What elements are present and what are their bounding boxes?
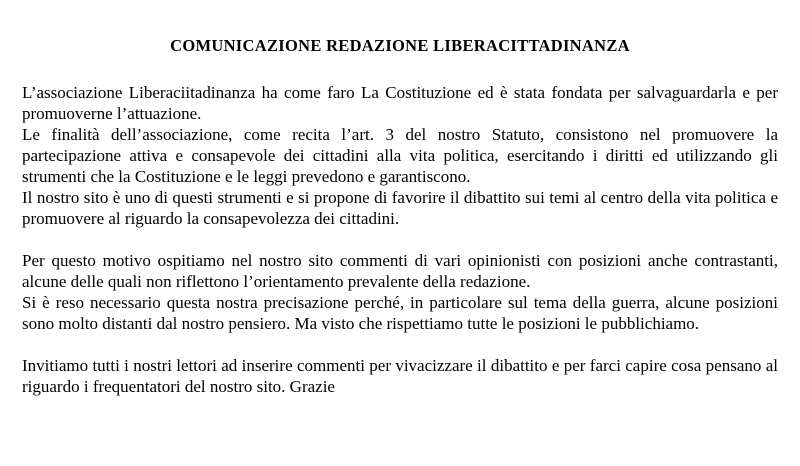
paragraph-association-mission: L’associazione Liberaciitadinanza ha come faro La Costituzione ed è stata fondata per salvaguardarla e per promuoverne l’attuazione. [22,83,778,123]
paragraph-opinions-hosted: Per questo motivo ospitiamo nel nostro sito commenti di vari opinionisti con posizioni anche contrastanti, alcune delle quali non riflettono l’orientamento prevalente della redazione. [22,251,778,291]
document-title: COMUNICAZIONE REDAZIONE LIBERACITTADINANZA [170,36,630,55]
paragraph-site-purpose: Il nostro sito è uno di questi strumenti e si propone di favorire il dibattito sui temi al centro della vita politica e promuovere al riguardo la consapevolezza dei cittadini. [22,188,778,228]
paragraph-statute-goals: Le finalità dell’associazione, come recita l’art. 3 del nostro Statuto, consistono nel promuovere la partecipazione attiva e consapevole dei cittadini alla vita politica, esercitando i diritti ed utilizzando gli strumenti che la Costituzione e le leggi prevedono e garantiscono. [22,125,778,186]
paragraph-block-positions [22,250,778,334]
paragraph-invite-comments: Invitiamo tutti i nostri lettori ad inserire commenti per vivacizzare il dibattito e per farci capire cosa pensano al riguardo i frequentatori del nostro sito. Grazie [22,356,778,396]
paragraph-block-invitation [22,355,778,397]
paragraph-block-intro [22,82,778,229]
paragraph-clarification-war: Si è reso necessario questa nostra precisazione perché, in particolare sul tema della guerra, alcune posizioni sono molto distanti dal nostro pensiero. Ma visto che rispettiamo tutte le posizioni le pubblichiamo. [22,293,778,333]
